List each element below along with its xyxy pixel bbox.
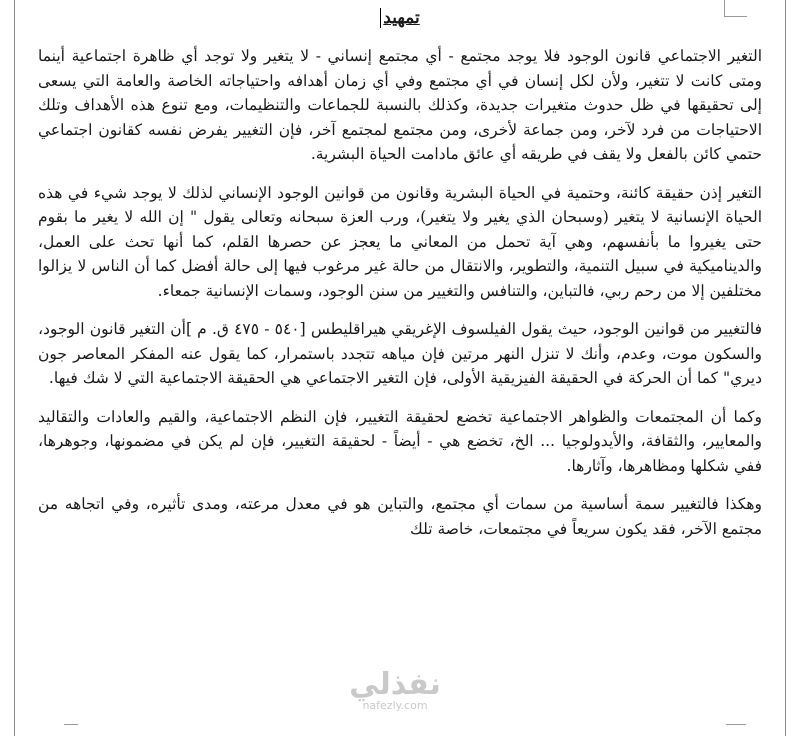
page-bottom-mark-right [726, 724, 746, 725]
watermark-arabic: نفذلي [349, 667, 441, 702]
watermark-logo [340, 668, 450, 712]
page-bottom-mark-left [64, 724, 78, 725]
watermark-latin: nafezly.com [362, 699, 428, 712]
document-title-text: تمهيد [380, 8, 419, 28]
paragraph-5: وهكذا فالتغيير سمة أساسية من سمات أي مجتمع، والتباين هو في معدل مرعته، ومدى تأثيره، وفي اتجاهه من مجتمع الآخر، فقد يكون سريعاً في مجتمعات، خاصة تلك [38, 495, 762, 538]
page-right-border [785, 0, 786, 736]
paragraph-3: فالتغيير من قوانين الوجود، حيث يقول الفيلسوف الإغريقي هيراقليطس [٥٤٠ - ٤٧٥ ق. م ]أن التغير قانون الوجود، والسكون موت، وعدم، وأنك لا تنزل النهر مرتين فإن مياهه تتجدد باستمرار، كما يقول عنه المفكر المعاصر جون ديري" كما أن الحركة في الحقيقة الفيزيقية الأولى، فإن التغير الاجتماعي هي الحقيقة الاجتماعية التي لا شك فيها. [38, 320, 763, 387]
document-body [38, 6, 762, 555]
page-left-border [14, 0, 15, 736]
paragraph-1: التغير الاجتماعي قانون الوجود فلا يوجد مجتمع - أي مجتمع إنساني - لا يتغير ولا توجد أي ظاهرة اجتماعية أينما ومتى كانت لا تتغير، ولأن لكل إنسان في أي مجتمع وفي أي زمان أهدافه واحتياجاته الخاصة والعامة التي يسعى إلى تحقيقها في ظل حدوث متغيرات جديدة، وكذلك بالنسبة للجماعات والتنظيمات، ومع تنوع هذه الأهداف وتلك الاحتياجات من فرد لآخر، ومن جماعة لأخرى، ومن مجتمع لمجتمع آخر، فإن التغيير يفرض نفسه كقانون اجتماعي حتمي كائن بالفعل ولا يقف في طريقه أي عائق مادامت الحياة البشرية. [38, 47, 762, 163]
paragraph-4: وكما أن المجتمعات والظواهر الاجتماعية تخضع لحقيقة التغيير، فإن النظم الاجتماعية، والقيم والعادات والتقاليد والمعايير، والثقافة، والأيدولوجيا ... الخ، تخضع هي - أيضاً - لحقيقة التغيير، فإن لم يكن في مضمونها، وجوهرها، ففي شكلها ومظاهرها، وآثارها. [38, 407, 762, 475]
document-title [38, 6, 762, 30]
paragraph-2: التغير إذن حقيقة كائنة، وحتمية في الحياة البشرية وقانون من قوانين الوجود الإنساني لذلك لا يوجد شيء في هذه الحياة الإنسانية لا يتغير (وسبحان الذي يغير ولا يتغير)، ورب العزة سبحانه وتعالى يقول " إن الله لا يغير ما بقوم حتى يغيروا ما بأنفسهم، وهي آية تحمل من المعاني ما يعجز عن حصرها القلم، كما أنها تحث على العمل، والديناميكية في سبيل التنمية، والتطوير، والانتقال من حالة غير مرغوب فيها إلى حالة أفضل كما أن الناس لا يزالوا مختلفين إلا من رحم ربي، فالتباين، والتنافس والتغيير من سنن الوجود، وسمات الإنسانية جمعاء. [38, 183, 762, 300]
